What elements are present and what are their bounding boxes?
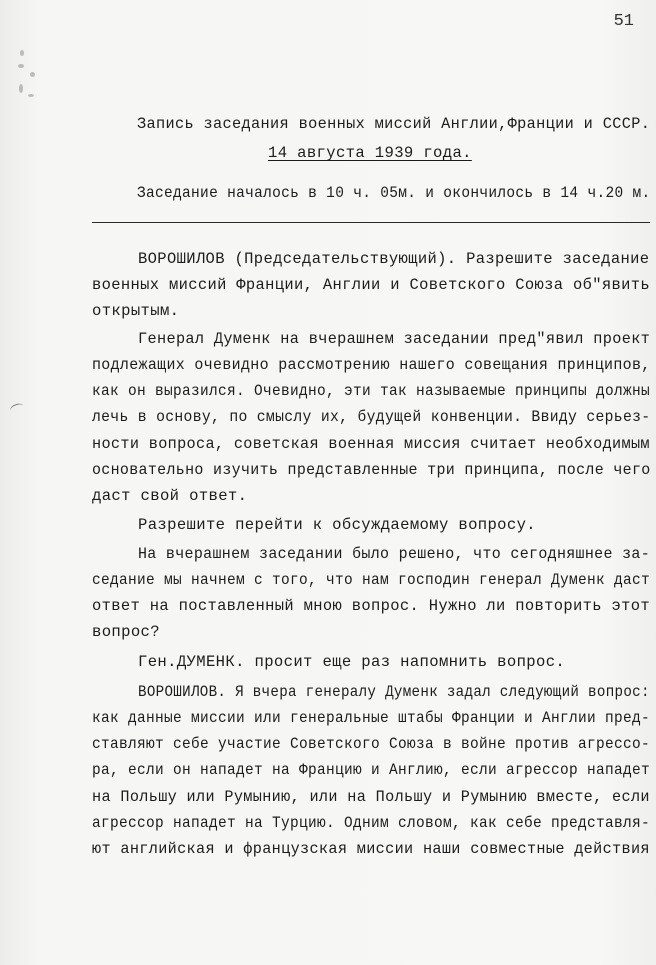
body-line: агрессор нападет на Турцию. Одним словом, как себе представля- [92,814,650,832]
session-time: Заседание началось в 10 ч. 05м. и окончилось в 14 ч.20 м. [137,184,651,202]
body-line: ВОРОШИЛОВ. Я вчера генералу Думенк задал следующий вопрос: [138,683,650,701]
body-line: Ген.ДУМЕНК. просит еще раз напомнить вопрос. [138,653,566,671]
body-line: Генерал Думенк на вчерашнем заседании пред"явил проект [138,330,651,348]
body-line: основательно изучить представленные три принципа, после чего [92,461,651,479]
margin-mark [9,402,25,415]
body-line: как он выразился. Очевидно, эти так называемые принципы должны [92,382,650,400]
body-line: ют английская и французская миссии наши совместные действия [92,840,650,858]
body-line: открытым. [92,302,180,320]
body-line: военных миссий Франции, Англии и Советского Союза об"явить [92,276,650,294]
horizontal-divider [92,222,650,223]
body-line: ставляют себе участие Советского Союза в войне против агрессо- [92,735,650,753]
body-line: как данные миссии или генеральные штабы Франции и Англии пред- [92,709,650,727]
body-line: вопрос? [92,623,160,641]
body-line: Разрешите перейти к обсуждаемому вопросу. [138,516,537,534]
document-date: 14 августа 1939 года. [268,144,472,162]
body-line: ности вопроса, советская военная миссия считает необходимым [92,435,650,453]
document-title: Запись заседания военных миссий Англии,Франции и СССР. [137,115,651,133]
body-line: даст свой ответ. [92,487,248,505]
body-line: ра, если он нападет на Францию и Англию, если агрессор нападет [92,761,650,779]
body-line: лечь в основу, по смыслу их, будущей конвенции. Ввиду серьез- [92,408,651,426]
body-line: ответ на поставленный мною вопрос. Нужно ли повторить этот [92,597,650,615]
body-line: на Польшу или Румынию, или на Польшу и Румынию вместе, если [92,788,650,806]
body-line: На вчерашнем заседании было решено, что сегодняшнее за- [138,545,651,563]
body-line: подлежащих очевидно рассмотрению нашего совещания принципов, [92,356,651,374]
body-line: седание мы начнем с того, что нам господин генерал Думенк даст [92,571,650,589]
page-number: 51 [613,12,634,31]
body-line: ВОРОШИЛОВ (Председательствующий). Разрешите заседание [138,250,650,268]
binder-hole-marks [14,50,44,110]
